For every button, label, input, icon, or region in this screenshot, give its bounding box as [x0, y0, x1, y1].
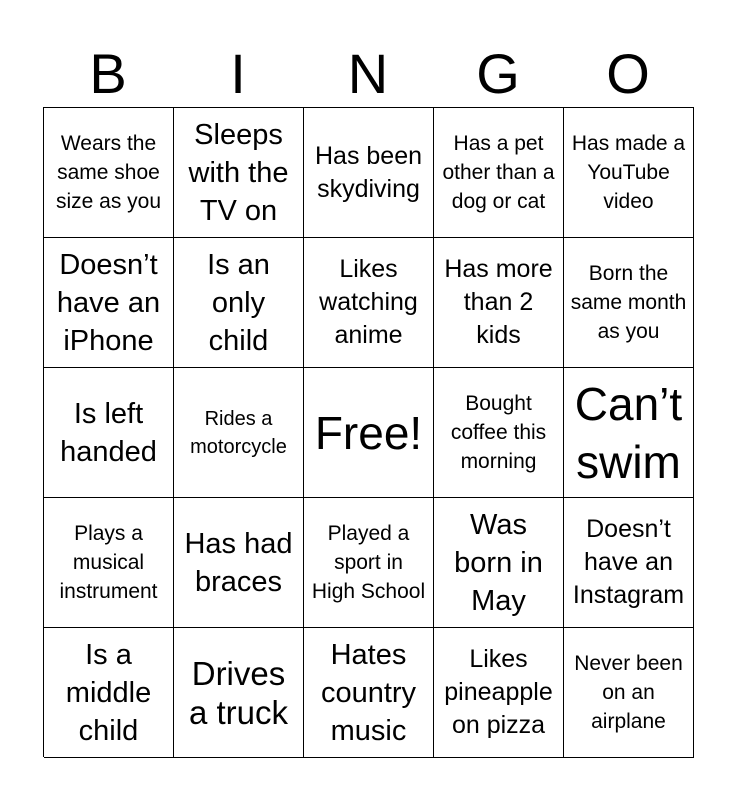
bingo-cell[interactable] [434, 238, 564, 368]
header-letter-o: O [606, 42, 650, 105]
header-letter-i: I [230, 42, 246, 105]
cell-text: Can’t swim [574, 377, 683, 488]
bingo-cell[interactable] [304, 628, 434, 758]
bingo-cell[interactable] [174, 108, 304, 238]
cell-text: Hates country music [320, 638, 417, 747]
free-space-text: Free! [314, 406, 423, 459]
bingo-cell[interactable] [434, 498, 564, 628]
cell-text: Is a middle child [65, 638, 152, 747]
cell-text: Has had braces [184, 527, 293, 598]
cell-text: Has been skydiving [314, 141, 423, 203]
cell-text: Was born in May [454, 508, 543, 617]
cell-text: Bought coffee this morning [450, 392, 547, 473]
cell-text: Drives a truck [188, 654, 289, 731]
bingo-cell[interactable] [304, 108, 434, 238]
cell-text: Sleeps with the TV on [188, 118, 289, 227]
bingo-cell[interactable] [564, 368, 694, 498]
bingo-cell[interactable] [44, 368, 174, 498]
header-letter-b: B [89, 42, 127, 105]
cell-text: Has made a YouTube video [571, 132, 686, 213]
cell-text: Never been on an airplane [574, 652, 683, 733]
bingo-cell-free[interactable] [304, 368, 434, 498]
cell-text: Born the same month as you [570, 262, 687, 343]
header-letter-n: N [347, 42, 389, 105]
bingo-cell[interactable] [44, 108, 174, 238]
cell-text: Is left handed [60, 397, 157, 468]
cell-text: Played a sport in High School [311, 522, 426, 603]
bingo-cell[interactable] [174, 238, 304, 368]
bingo-cell[interactable] [434, 368, 564, 498]
bingo-cell[interactable] [304, 238, 434, 368]
bingo-cell[interactable] [174, 368, 304, 498]
bingo-board [43, 107, 694, 757]
cell-text: Wears the same shoe size as you [55, 132, 162, 213]
cell-text: Plays a musical instrument [59, 522, 158, 603]
cell-text: Rides a motorcycle [190, 407, 287, 458]
bingo-cell[interactable] [564, 238, 694, 368]
cell-text: Doesn’t have an iPhone [56, 248, 161, 357]
bingo-cell[interactable] [44, 628, 174, 758]
bingo-header [43, 40, 693, 108]
bingo-cell[interactable] [44, 498, 174, 628]
cell-text: Doesn’t have an Instagram [572, 515, 685, 609]
cell-text: Has more than 2 kids [444, 255, 553, 349]
bingo-cell[interactable] [174, 498, 304, 628]
bingo-cell[interactable] [564, 498, 694, 628]
bingo-cell[interactable] [44, 238, 174, 368]
bingo-cell[interactable] [434, 108, 564, 238]
bingo-cell[interactable] [564, 108, 694, 238]
cell-text: Is an only child [207, 248, 270, 357]
cell-text: Likes pineapple on pizza [444, 645, 553, 739]
bingo-cell[interactable] [564, 628, 694, 758]
cell-text: Has a pet other than a dog or cat [442, 132, 555, 213]
bingo-cell[interactable] [304, 498, 434, 628]
bingo-cell[interactable] [174, 628, 304, 758]
header-letter-g: G [476, 42, 520, 105]
bingo-cell[interactable] [434, 628, 564, 758]
cell-text: Likes watching anime [319, 255, 418, 349]
